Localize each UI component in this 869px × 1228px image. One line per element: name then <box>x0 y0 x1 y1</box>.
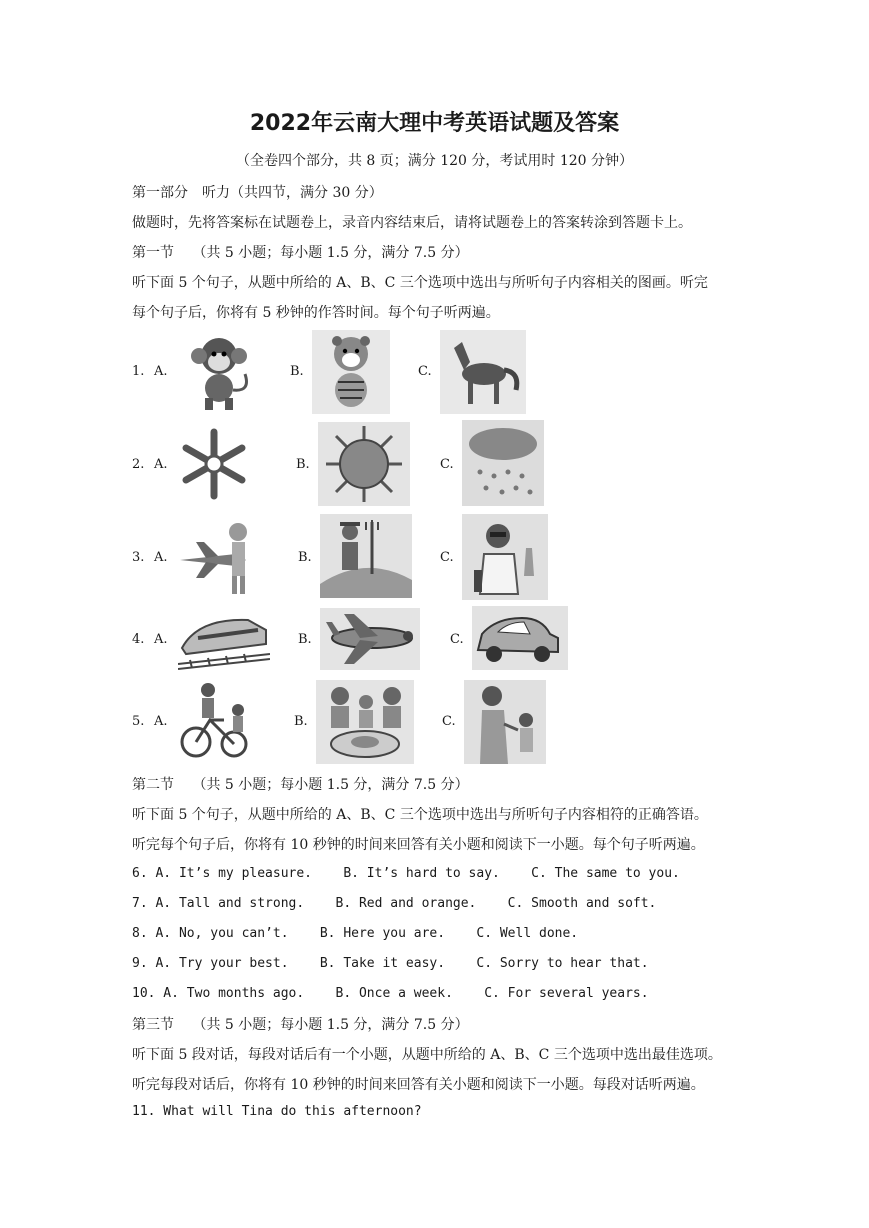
option-a-label: A. <box>154 714 168 729</box>
question-10: 10. A. Two months ago. B. Once a week. C. For several years. <box>132 986 649 1001</box>
option-c-label: C. <box>440 457 454 472</box>
option-a-label: A. <box>154 550 168 565</box>
exam-info: （全卷四个部分，共 8 页；满分 120 分，考试用时 120 分钟） <box>235 153 634 169</box>
section1-instruction-line1: 听下面 5 个句子，从题中所给的 A、B、C 三个选项中选出与所听句子内容相关的图画。听完 <box>132 275 708 291</box>
rain-cloud-icon <box>462 420 544 506</box>
option-a-label: A. <box>154 632 168 647</box>
part1-heading: 第一部分 听力（共四节，满分 30 分） <box>132 185 383 201</box>
option-b-label: B. <box>298 550 312 565</box>
pilot-icon <box>176 516 272 598</box>
option-c-label: C. <box>442 714 456 729</box>
mother-child-icon <box>464 680 546 764</box>
snowflake-icon <box>176 426 252 502</box>
section3-heading: 第三节 （共 5 小题；每小题 1.5 分，满分 7.5 分） <box>132 1017 469 1033</box>
question-number: 2. <box>132 457 145 472</box>
option-c-label: C. <box>440 550 454 565</box>
section1-instruction-line2: 每个句子后，你将有 5 秒钟的作答时间。每个句子听两遍。 <box>132 305 500 321</box>
section2-instruction-line2: 听完每个句子后，你将有 10 秒钟的时间来回答有关小题和阅读下一小题。每个句子听两遍。 <box>132 837 705 853</box>
tiger-icon <box>312 330 390 414</box>
question-number: 3. <box>132 550 145 565</box>
section2-instruction-line1: 听下面 5 个句子，从题中所给的 A、B、C 三个选项中选出与所听句子内容相符的正确答语。 <box>132 807 708 823</box>
section2-heading: 第二节 （共 5 小题；每小题 1.5 分，满分 7.5 分） <box>132 777 469 793</box>
sun-icon <box>318 422 410 506</box>
option-b-label: B. <box>294 714 308 729</box>
question-8: 8. A. No, you can’t. B. Here you are. C. Well done. <box>132 926 579 941</box>
horse-icon <box>440 330 526 414</box>
section3-instruction-line1: 听下面 5 段对话，每段对话后有一个小题，从题中所给的 A、B、C 三个选项中选出最佳选项。 <box>132 1047 722 1063</box>
question-9: 9. A. Try your best. B. Take it easy. C. Sorry to hear that. <box>132 956 649 971</box>
monkey-icon <box>178 330 260 414</box>
option-a-label: A. <box>154 457 168 472</box>
page-title: 2022年云南大理中考英语试题及答案 <box>249 111 620 136</box>
question-number: 4. <box>132 632 145 647</box>
car-icon <box>472 606 568 670</box>
option-b-label: B. <box>298 632 312 647</box>
question-number: 5. <box>132 714 145 729</box>
question-number: 1. <box>132 364 145 379</box>
bicycle-riding-icon <box>178 680 262 762</box>
airplane-icon <box>320 608 420 670</box>
option-a-label: A. <box>154 364 168 379</box>
farmer-icon <box>320 514 412 598</box>
question-11: 11. What will Tina do this afternoon? <box>132 1104 422 1119</box>
section3-instruction-line2: 听完每段对话后，你将有 10 秒钟的时间来回答有关小题和阅读下一小题。每段对话听两遍。 <box>132 1077 705 1093</box>
part1-instruction: 做题时，先将答案标在试题卷上，录音内容结束后，请将试题卷上的答案转涂到答题卡上。 <box>132 215 692 231</box>
option-c-label: C. <box>450 632 464 647</box>
question-7: 7. A. Tall and strong. B. Red and orange. C. Smooth and soft. <box>132 896 657 911</box>
option-c-label: C. <box>418 364 432 379</box>
question-6: 6. A. It’s my pleasure. B. It’s hard to say. C. The same to you. <box>132 866 680 881</box>
family-meal-icon <box>316 680 414 764</box>
option-b-label: B. <box>290 364 304 379</box>
section1-heading: 第一节 （共 5 小题；每小题 1.5 分，满分 7.5 分） <box>132 245 469 261</box>
train-icon <box>178 608 270 670</box>
option-b-label: B. <box>296 457 310 472</box>
scientist-icon <box>462 514 548 600</box>
